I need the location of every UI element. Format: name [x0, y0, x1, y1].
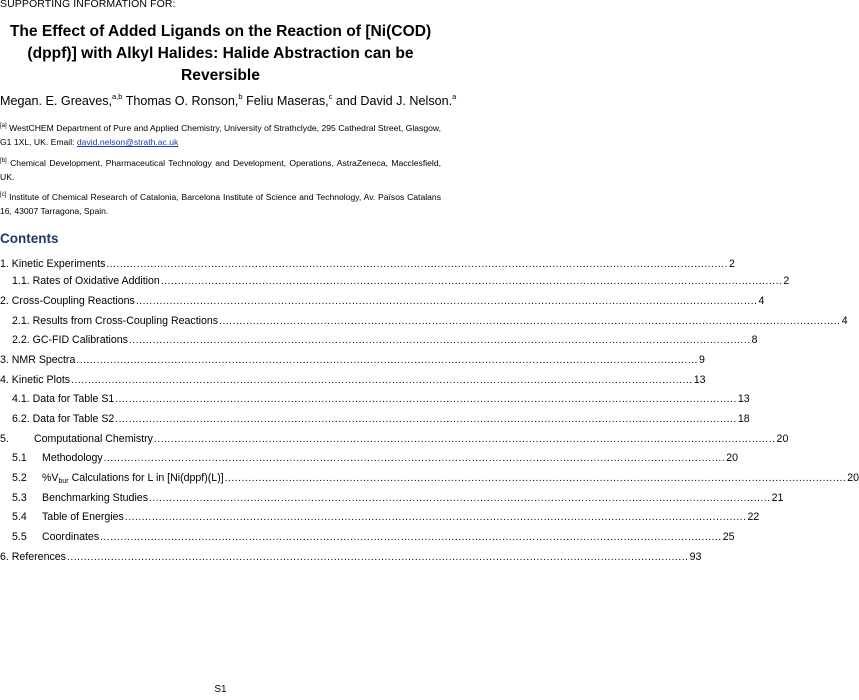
toc-entry[interactable]: [0, 470, 859, 486]
toc-entry[interactable]: [0, 411, 750, 427]
affiliation-text: Institute of Chemical Research of Catalonia, Barcelona Institute of Science and Technology, Av. Països Catalans 16, 43007 Tarragona, Spain.: [0, 192, 441, 216]
toc-entry-label: 4. Kinetic Plots: [0, 374, 71, 386]
toc-page-number: 8: [751, 334, 758, 346]
author-name: and David J. Nelson.: [332, 94, 453, 108]
toc-entry-label: 1.1. Rates of Oxidative Addition: [12, 275, 160, 287]
affiliation-text: WestCHEM Department of Pure and Applied Chemistry, University of Strathclyde, 295 Cathedral Street, Glasgow, G1 1XL, UK. Email:: [0, 123, 441, 147]
affiliation-a: [0, 121, 441, 149]
toc-entry-label: 2.1. Results from Cross-Coupling Reactions: [12, 315, 219, 327]
toc-entry[interactable]: [0, 391, 750, 407]
toc-entry-number: 5.2: [12, 472, 27, 484]
supporting-info-label: SUPPORTING INFORMATION FOR:: [0, 0, 176, 10]
toc-entry[interactable]: [0, 352, 705, 368]
toc-label-prefix: %V: [42, 472, 59, 484]
email-link[interactable]: david.nelson@strath.ac.uk: [76, 137, 179, 147]
toc-leader-dots: [71, 373, 693, 389]
toc-entry[interactable]: [0, 529, 735, 545]
toc-leader-dots: [161, 274, 783, 290]
toc-entry[interactable]: [0, 450, 739, 466]
toc-entry-label: 2.2. GC-FID Calibrations: [12, 334, 128, 346]
toc-entry-label: Benchmarking Studies: [42, 492, 148, 504]
toc-leader-dots: [136, 294, 758, 310]
toc-entry-label: 1. Kinetic Experiments: [0, 258, 106, 270]
toc-leader-dots: [76, 353, 698, 369]
toc-entry[interactable]: [0, 293, 765, 309]
toc-entry-number: 5.5: [12, 531, 27, 543]
toc-leader-dots: [104, 451, 726, 467]
toc-entry-number: 5.3: [12, 492, 27, 504]
toc-page-number: 4: [841, 315, 848, 327]
toc-page-number: 18: [737, 413, 750, 425]
toc-label-subscript: bur: [58, 478, 69, 485]
toc-entry-label: 4.1. Data for Table S1: [12, 393, 115, 405]
toc-leader-dots: [125, 510, 747, 526]
toc-entry-label: 3. NMR Spectra: [0, 354, 76, 366]
author-name: Feliu Maseras,: [242, 94, 329, 108]
toc-entry[interactable]: [0, 431, 789, 447]
author-name: Thomas O. Ronson,: [122, 94, 239, 108]
toc-entry-label: 6. References: [0, 551, 66, 563]
toc-entry-label: Methodology: [42, 452, 103, 464]
toc-leader-dots: [225, 471, 847, 487]
toc-page-number: 4: [758, 295, 765, 307]
toc-entry-label: 2. Cross-Coupling Reactions: [0, 295, 135, 307]
toc-entry[interactable]: [0, 256, 735, 272]
toc-entry-number: 5.: [0, 433, 9, 445]
toc-entry[interactable]: [0, 509, 760, 525]
toc-label-suffix: Calculations for L in [Ni(dppf)(L)]: [68, 472, 224, 484]
toc-entry-number: 5.1: [12, 452, 27, 464]
toc-entry[interactable]: [0, 490, 784, 506]
toc-page-number: 2: [783, 275, 790, 287]
toc-page-number: 21: [771, 492, 784, 504]
affiliation-mark: [b]: [0, 158, 7, 164]
toc-page-number: 20: [847, 472, 859, 484]
paper-title: The Effect of Added Ligands on the Reaction of [Ni(COD)(dppf)] with Alkyl Halides: Halide Abstraction can be Reversible: [9, 23, 432, 84]
toc-leader-dots: [149, 491, 771, 507]
toc-entry-label: [42, 470, 224, 486]
affiliation-mark: [a]: [0, 123, 7, 129]
toc-page-number: 20: [726, 452, 739, 464]
toc-leader-dots: [219, 314, 841, 330]
toc-entry[interactable]: [0, 332, 758, 348]
affiliation-c: [0, 190, 441, 218]
toc-page-number: 22: [747, 511, 760, 523]
author-name: Megan. E. Greaves,: [0, 94, 112, 108]
toc-entry[interactable]: [0, 313, 848, 329]
contents-heading: Contents: [0, 231, 59, 246]
toc-leader-dots: [154, 432, 776, 448]
toc-entry[interactable]: [0, 549, 702, 565]
author-affiliation-mark: c: [328, 92, 333, 101]
toc-leader-dots: [100, 530, 722, 546]
author-affiliation-mark: b: [238, 92, 243, 101]
toc-entry[interactable]: [0, 372, 706, 388]
toc-page-number: 13: [737, 393, 750, 405]
toc-leader-dots: [129, 333, 751, 349]
toc-leader-dots: [115, 412, 737, 428]
affiliation-text: Chemical Development, Pharmaceutical Technology and Development, Operations, AstraZeneca, Macclesfield, UK.: [0, 158, 441, 182]
toc-entry-number: 5.4: [12, 511, 27, 523]
toc-entry-label: Computational Chemistry: [34, 433, 153, 445]
toc-page-number: 25: [722, 531, 735, 543]
toc-entry-label: Coordinates: [42, 531, 100, 543]
toc-page-number: 20: [776, 433, 789, 445]
page-number-footer: S1: [214, 684, 227, 695]
toc-leader-dots: [67, 550, 689, 566]
author-affiliation-mark: a: [452, 92, 457, 101]
toc-page-number: 9: [698, 354, 705, 366]
toc-leader-dots: [115, 392, 737, 408]
toc-page-number: 2: [729, 258, 735, 270]
toc-entry-label: 6.2. Data for Table S2: [12, 413, 115, 425]
toc-page-number: 13: [693, 374, 706, 386]
toc-page-number: 93: [689, 551, 702, 563]
affiliation-b: [0, 156, 441, 184]
toc-leader-dots: [106, 257, 728, 273]
affiliation-mark: [c]: [0, 192, 7, 198]
author-affiliation-mark: a,b: [112, 92, 123, 101]
toc-entry-label: Table of Energies: [42, 511, 124, 523]
toc-entry[interactable]: [0, 273, 790, 289]
author-list: [0, 92, 457, 108]
